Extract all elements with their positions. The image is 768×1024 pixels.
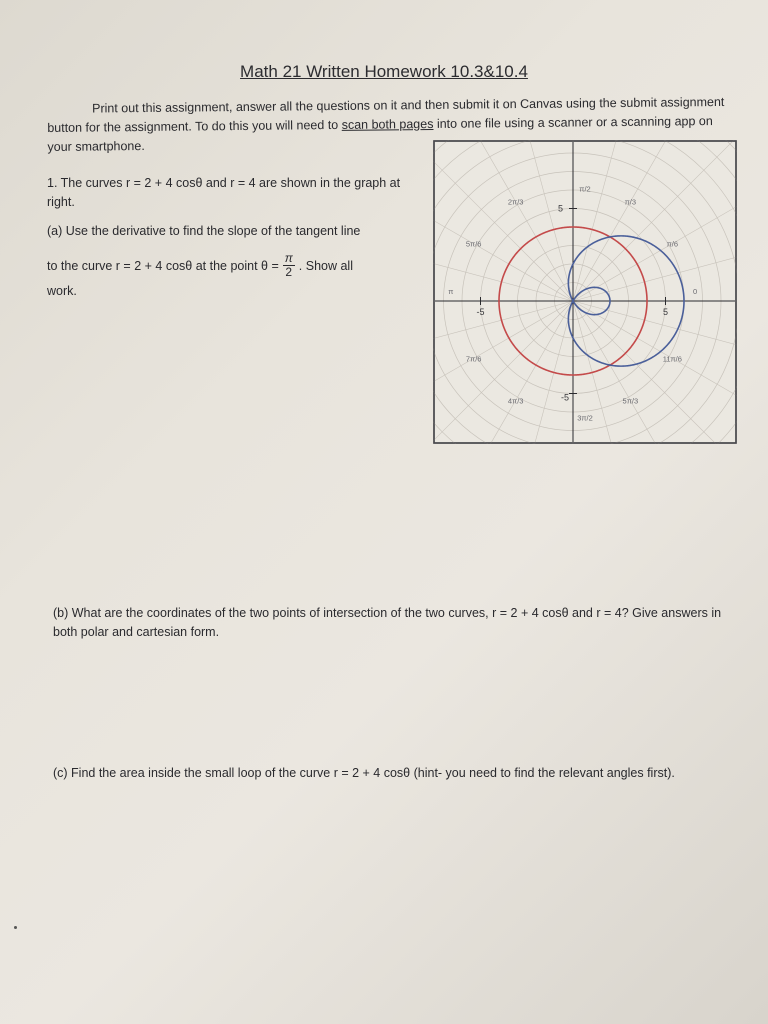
page-title: Math 21 Written Homework 10.3&10.4 xyxy=(240,62,528,81)
angle-label: 3π/2 xyxy=(577,413,593,423)
instructions-underlined: scan both pages xyxy=(341,116,434,132)
polar-graph xyxy=(433,140,737,444)
question-1a-line3: work. xyxy=(47,284,77,298)
question-1a-line2 xyxy=(47,252,417,279)
instructions-text: Print out this assignment, answer all the questions on it and then submit it on Canvas using the submit assignment button for the assignment. To do this you will need to xyxy=(47,94,725,135)
angle-label: π xyxy=(448,287,454,296)
pi-over-two-fraction xyxy=(283,252,295,279)
question-1a-line1: (a) Use the derivative to find the slope of the tangent line xyxy=(47,224,361,238)
tick-label-top: 5 xyxy=(557,203,563,214)
angle-label: 4π/3 xyxy=(507,396,524,406)
angle-label: π/2 xyxy=(579,184,591,194)
angle-label: 2π/3 xyxy=(507,197,524,207)
paper-speck xyxy=(14,926,17,929)
angle-label: π/3 xyxy=(624,197,637,207)
tick-label-left: -5 xyxy=(476,307,485,317)
question-1c: (c) Find the area inside the small loop of the curve r = 2 + 4 cosθ (hint- you need to find the relevant angles first). xyxy=(53,766,675,780)
angle-label: 7π/6 xyxy=(465,354,482,364)
angle-label: π/6 xyxy=(666,239,679,249)
tick-label-right: 5 xyxy=(662,307,669,317)
polar-graph-svg xyxy=(433,140,737,444)
question-1-prompt: 1. The curves r = 2 + 4 cosθ and r = 4 are shown in the graph at right. xyxy=(47,176,401,209)
angle-label: 5π/3 xyxy=(622,396,639,406)
angle-label: 11π/6 xyxy=(662,354,682,364)
fraction-numerator: π xyxy=(284,251,293,265)
question-1b: (b) What are the coordinates of the two points of intersection of the two curves, r = 2 + 4 cosθ and r = 4? Give answers in both polar and cartesian form. xyxy=(53,606,722,639)
angle-label: 5π/6 xyxy=(465,239,482,249)
question-1a xyxy=(47,222,417,298)
angle-label: 0 xyxy=(693,287,698,296)
tick-label-bottom: -5 xyxy=(560,392,569,403)
instructions-text-end: into one file using a scanner or a scanning app on your smartphone. xyxy=(47,114,713,154)
question-1a-show-work: . Show all xyxy=(298,258,353,273)
question-1a-curve-text: to the curve r = 2 + 4 cosθ at the point θ = xyxy=(47,258,279,273)
fraction-denominator: 2 xyxy=(285,265,293,279)
